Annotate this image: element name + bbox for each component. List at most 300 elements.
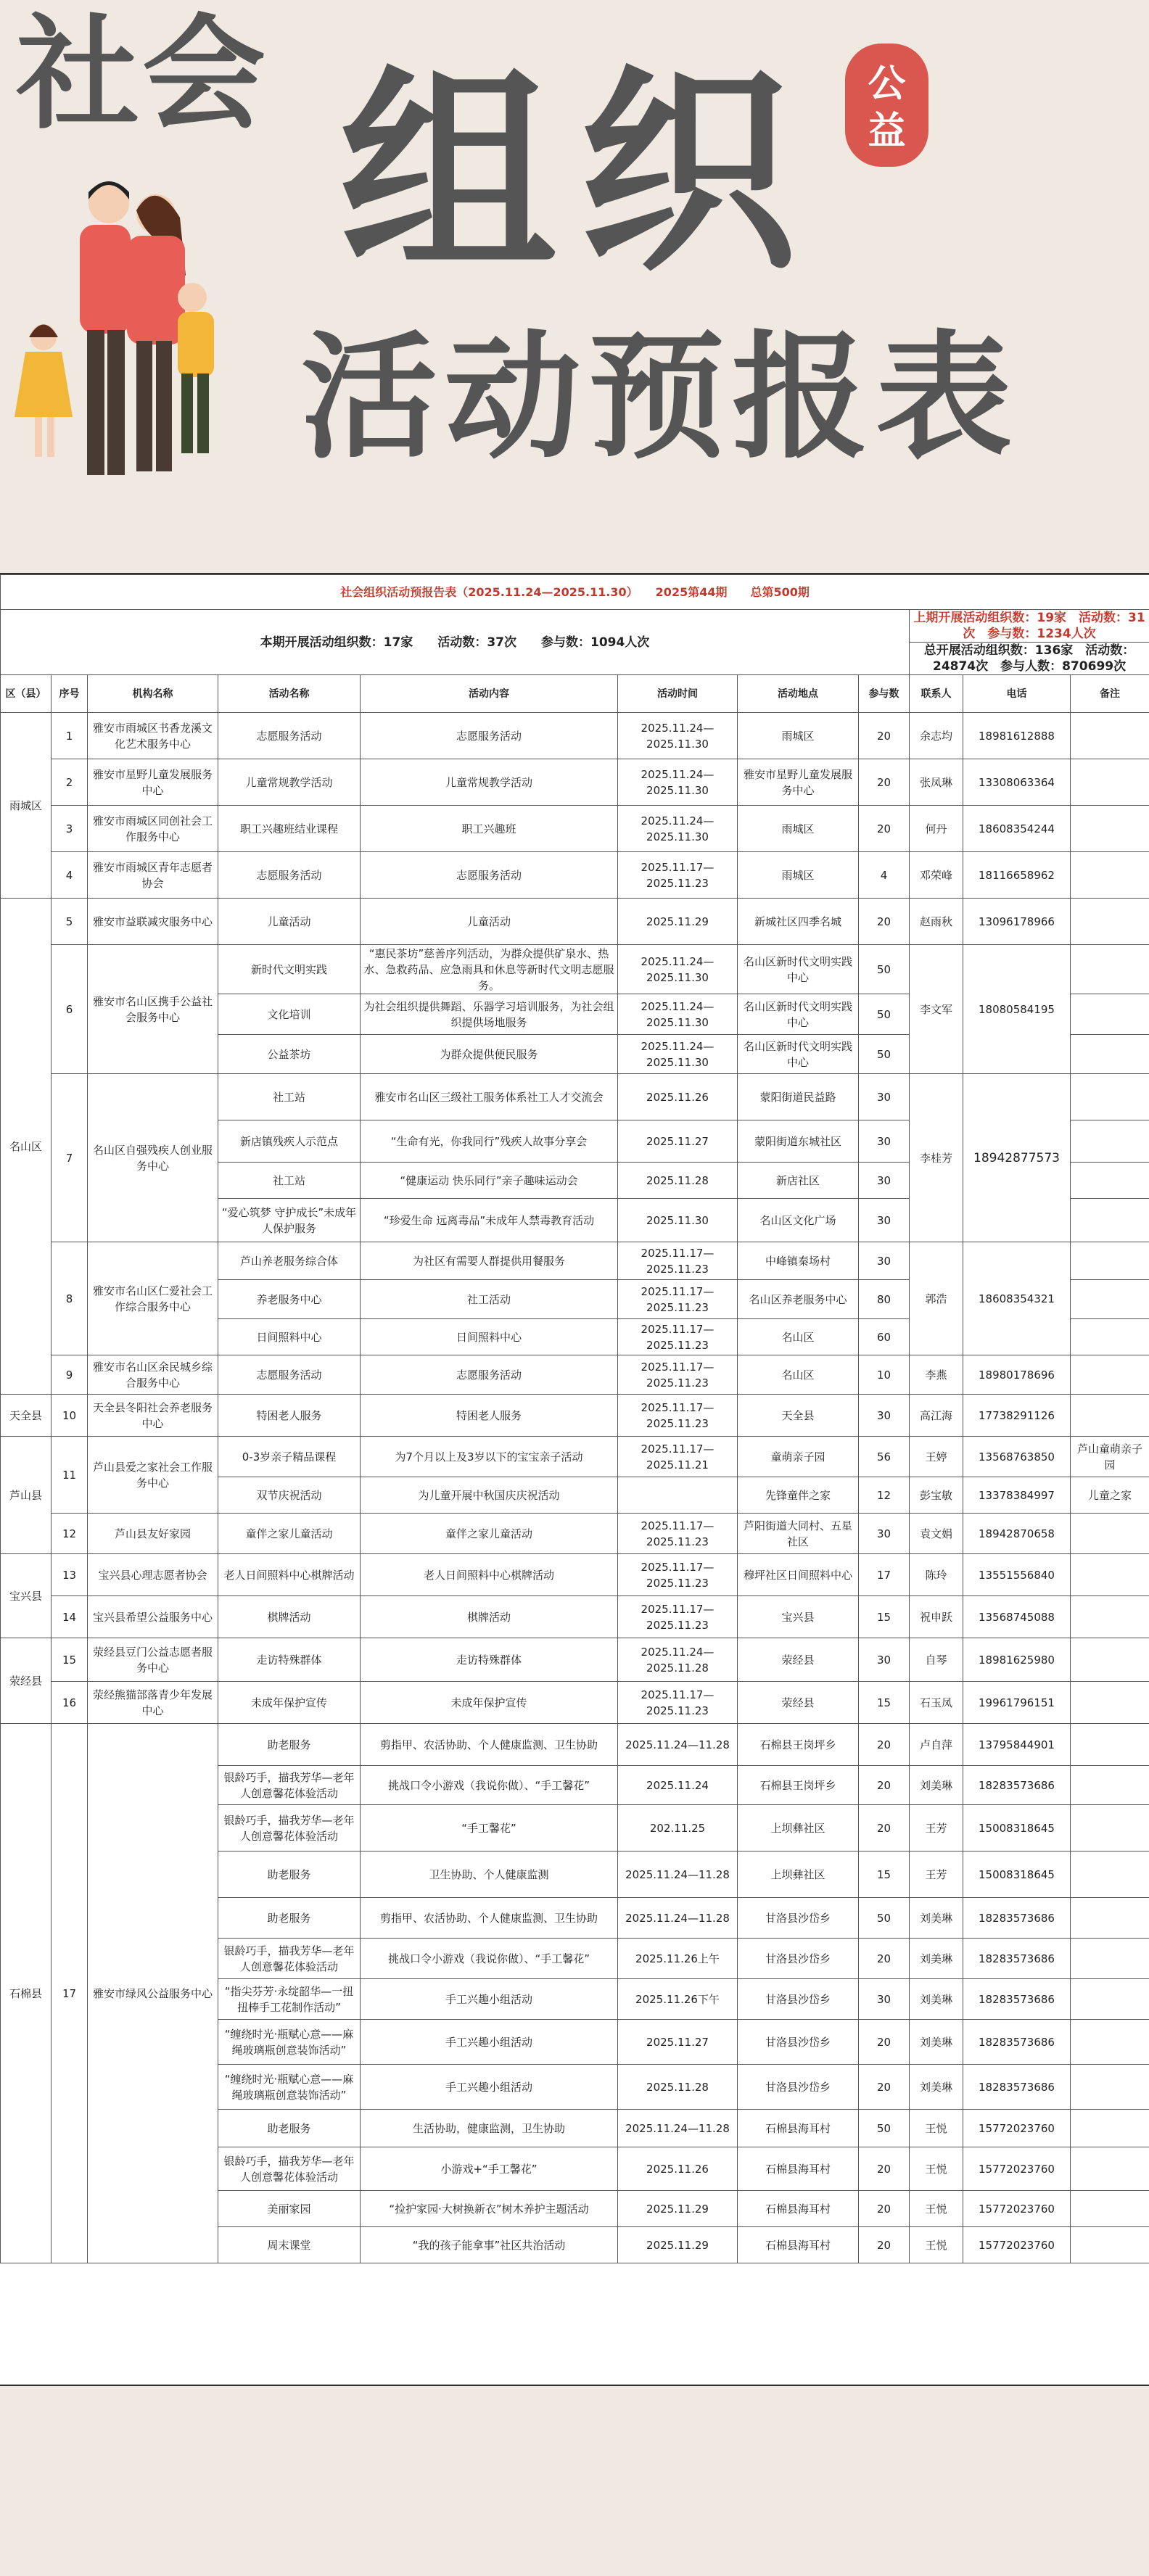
cell-remark bbox=[1071, 2147, 1149, 2191]
cell-place: 名山区 bbox=[738, 1355, 859, 1395]
cell-phone: 13378384997 bbox=[963, 1477, 1071, 1514]
table-row bbox=[1, 1514, 1149, 1554]
cell-org: 雅安市益联减灾服务中心 bbox=[88, 899, 218, 945]
cell-org: 芦山县友好家园 bbox=[88, 1514, 218, 1554]
cell-org: 雅安市绿风公益服务中心 bbox=[88, 1724, 218, 2263]
cell-content: “惠民茶坊”慈善序列活动，为群众提供矿泉水、热水、急救药品、应急雨具和休息等新时代文明志愿服务。 bbox=[361, 945, 618, 994]
cell-place: 蒙阳街道东城社区 bbox=[738, 1120, 859, 1163]
cell-content: 为群众提供便民服务 bbox=[361, 1035, 618, 1074]
cell-org: 宝兴县心理志愿者协会 bbox=[88, 1554, 218, 1596]
cell-count: 30 bbox=[859, 1395, 910, 1437]
cell-content: 挑战口令小游戏（我说你做）、“手工馨花” bbox=[361, 1939, 618, 1979]
cell-content: 志愿服务活动 bbox=[361, 1355, 618, 1395]
cell-remark bbox=[1071, 1724, 1149, 1766]
cell-content: 剪指甲、农活协助、个人健康监测、卫生协助 bbox=[361, 1898, 618, 1939]
cell-phone: 18608354321 bbox=[963, 1242, 1071, 1355]
cell-org: 天全县冬阳社会养老服务中心 bbox=[88, 1395, 218, 1437]
header-org: 机构名称 bbox=[88, 675, 218, 713]
cell-count: 56 bbox=[859, 1437, 910, 1477]
cell-count: 30 bbox=[859, 1074, 910, 1120]
cell-phone: 15772023760 bbox=[963, 2110, 1071, 2147]
cell-time: 2025.11.24—11.28 bbox=[618, 1724, 738, 1766]
cell-remark bbox=[1071, 806, 1149, 852]
cell-remark bbox=[1071, 1939, 1149, 1979]
cell-contact: 石玉凤 bbox=[910, 1682, 963, 1724]
cell-place: 荥经县 bbox=[738, 1682, 859, 1724]
cell-count: 30 bbox=[859, 1514, 910, 1554]
cell-contact: 余志均 bbox=[910, 713, 963, 759]
cell-content: 职工兴趣班 bbox=[361, 806, 618, 852]
cell-activity: 走访特殊群体 bbox=[218, 1638, 361, 1682]
cell-remark bbox=[1071, 2191, 1149, 2227]
header-phone: 电话 bbox=[963, 675, 1071, 713]
cell-time: 2025.11.17—2025.11.23 bbox=[618, 1514, 738, 1554]
cell-count: 15 bbox=[859, 1596, 910, 1638]
cell-contact: 王悦 bbox=[910, 2227, 963, 2263]
cell-phone: 17738291126 bbox=[963, 1395, 1071, 1437]
cell-phone: 18283573686 bbox=[963, 2020, 1071, 2065]
cell-seq: 15 bbox=[52, 1638, 88, 1682]
cell-activity: 银龄巧手，描我芳华—老年人创意馨花体验活动 bbox=[218, 1766, 361, 1805]
header-content: 活动内容 bbox=[361, 675, 618, 713]
cell-content: 童伴之家儿童活动 bbox=[361, 1514, 618, 1554]
cell-remark bbox=[1071, 1979, 1149, 2020]
cell-content: 为7个月以上及3岁以下的宝宝亲子活动 bbox=[361, 1437, 618, 1477]
cell-place: 宝兴县 bbox=[738, 1596, 859, 1638]
cell-org: 宝兴县希望公益服务中心 bbox=[88, 1596, 218, 1638]
cell-contact: 郭浩 bbox=[910, 1242, 963, 1355]
cell-time: 2025.11.17—2025.11.21 bbox=[618, 1437, 738, 1477]
cell-phone: 18942870658 bbox=[963, 1514, 1071, 1554]
cell-content: “生命有光，你我同行”残疾人故事分享会 bbox=[361, 1120, 618, 1163]
cell-phone: 13551556840 bbox=[963, 1554, 1071, 1596]
cell-district: 宝兴县 bbox=[1, 1554, 52, 1638]
cell-count: 30 bbox=[859, 1199, 910, 1242]
cell-count: 50 bbox=[859, 2110, 910, 2147]
cell-time: 2025.11.17—2025.11.23 bbox=[618, 1395, 738, 1437]
cell-time: 2025.11.17—2025.11.23 bbox=[618, 1596, 738, 1638]
cell-content: 志愿服务活动 bbox=[361, 852, 618, 899]
cell-contact: 彭宝敏 bbox=[910, 1477, 963, 1514]
cell-contact: 王悦 bbox=[910, 2110, 963, 2147]
cell-seq: 2 bbox=[52, 759, 88, 806]
last-stats: 上期开展活动组织数：19家 活动数：31次 参与数：1234人次 bbox=[910, 610, 1149, 643]
cell-activity: 特困老人服务 bbox=[218, 1395, 361, 1437]
cell-activity: 养老服务中心 bbox=[218, 1280, 361, 1319]
cell-seq: 11 bbox=[52, 1437, 88, 1514]
cell-remark bbox=[1071, 1163, 1149, 1199]
cell-contact: 邓荣峰 bbox=[910, 852, 963, 899]
cell-remark bbox=[1071, 2065, 1149, 2110]
cell-activity: 社工站 bbox=[218, 1163, 361, 1199]
cell-contact: 袁文娟 bbox=[910, 1514, 963, 1554]
cell-activity: 职工兴趣班结业课程 bbox=[218, 806, 361, 852]
table-row bbox=[1, 1554, 1149, 1596]
cell-contact: 刘美琳 bbox=[910, 1979, 963, 2020]
cell-place: 石棉县海耳村 bbox=[738, 2191, 859, 2227]
current-stats: 本期开展活动组织数：17家 活动数：37次 参与数：1094人次 bbox=[1, 610, 910, 675]
cell-activity: 公益茶坊 bbox=[218, 1035, 361, 1074]
cell-time: 2025.11.29 bbox=[618, 2227, 738, 2263]
cell-activity: 银龄巧手，描我芳华—老年人创意馨花体验活动 bbox=[218, 1939, 361, 1979]
cell-contact: 王婷 bbox=[910, 1437, 963, 1477]
cell-contact: 高江海 bbox=[910, 1395, 963, 1437]
cell-seq: 10 bbox=[52, 1395, 88, 1437]
cell-remark bbox=[1071, 1554, 1149, 1596]
cell-contact: 李燕 bbox=[910, 1355, 963, 1395]
cell-count: 12 bbox=[859, 1477, 910, 1514]
header-place: 活动地点 bbox=[738, 675, 859, 713]
table-row bbox=[1, 1437, 1149, 1477]
cell-place: 雨城区 bbox=[738, 713, 859, 759]
cell-contact: 王芳 bbox=[910, 1852, 963, 1898]
cell-time: 2025.11.30 bbox=[618, 1199, 738, 1242]
cell-remark bbox=[1071, 759, 1149, 806]
cell-contact: 陈玲 bbox=[910, 1554, 963, 1596]
cell-remark bbox=[1071, 1596, 1149, 1638]
cell-place: 新店社区 bbox=[738, 1163, 859, 1199]
cell-seq: 12 bbox=[52, 1514, 88, 1554]
cell-seq: 16 bbox=[52, 1682, 88, 1724]
cell-remark bbox=[1071, 1766, 1149, 1805]
cell-content: 儿童活动 bbox=[361, 899, 618, 945]
seal-char-2: 益 bbox=[868, 110, 906, 153]
cell-phone: 18080584195 bbox=[963, 945, 1071, 1074]
cell-place: 甘洛县沙岱乡 bbox=[738, 1939, 859, 1979]
cell-time: 2025.11.27 bbox=[618, 1120, 738, 1163]
cell-content: 生活协助，健康监测，卫生协助 bbox=[361, 2110, 618, 2147]
cell-content: 特困老人服务 bbox=[361, 1395, 618, 1437]
cell-count: 30 bbox=[859, 1120, 910, 1163]
cell-count: 30 bbox=[859, 1163, 910, 1199]
cell-remark bbox=[1071, 1035, 1149, 1074]
header-time: 活动时间 bbox=[618, 675, 738, 713]
cell-remark bbox=[1071, 1355, 1149, 1395]
cell-content: 日间照料中心 bbox=[361, 1319, 618, 1355]
cell-place: 甘洛县沙岱乡 bbox=[738, 2020, 859, 2065]
cell-place: 蒙阳街道民益路 bbox=[738, 1074, 859, 1120]
cell-district: 名山区 bbox=[1, 899, 52, 1395]
cell-count: 20 bbox=[859, 2191, 910, 2227]
cell-time: 2025.11.17—2025.11.23 bbox=[618, 852, 738, 899]
cell-time: 2025.11.24—11.28 bbox=[618, 1898, 738, 1939]
cell-contact: 刘美琳 bbox=[910, 1898, 963, 1939]
table-row bbox=[1, 1242, 1149, 1280]
cell-count: 50 bbox=[859, 1035, 910, 1074]
cell-count: 20 bbox=[859, 1724, 910, 1766]
cell-count: 10 bbox=[859, 1355, 910, 1395]
cell-count: 20 bbox=[859, 2147, 910, 2191]
cell-seq: 4 bbox=[52, 852, 88, 899]
cell-count: 20 bbox=[859, 2227, 910, 2263]
cell-activity: 儿童活动 bbox=[218, 899, 361, 945]
cell-phone: 15772023760 bbox=[963, 2147, 1071, 2191]
cell-activity: 未成年保护宣传 bbox=[218, 1682, 361, 1724]
cell-activity: 志愿服务活动 bbox=[218, 1355, 361, 1395]
cell-content: 手工兴趣小组活动 bbox=[361, 2065, 618, 2110]
cell-count: 50 bbox=[859, 945, 910, 994]
cell-time: 2025.11.24—2025.11.30 bbox=[618, 945, 738, 994]
poster-header bbox=[0, 0, 1149, 573]
cell-org: 雅安市名山区仁爱社会工作综合服务中心 bbox=[88, 1242, 218, 1355]
cell-contact: 李文军 bbox=[910, 945, 963, 1074]
cell-time: 2025.11.29 bbox=[618, 2191, 738, 2227]
table-row bbox=[1, 1682, 1149, 1724]
cell-place: 甘洛县沙岱乡 bbox=[738, 1979, 859, 2020]
total-stats: 总开展活动组织数：136家 活动数：24874次 参与人数：870699次 bbox=[910, 643, 1149, 675]
cell-content: 雅安市名山区三级社工服务体系社工人才交流会 bbox=[361, 1074, 618, 1120]
cell-seq: 3 bbox=[52, 806, 88, 852]
cell-time: 2025.11.26 bbox=[618, 2147, 738, 2191]
cell-place: 上坝彝社区 bbox=[738, 1805, 859, 1852]
table-row bbox=[1, 899, 1149, 945]
cell-district: 荥经县 bbox=[1, 1638, 52, 1724]
cell-content: 为社区有需要人群提供用餐服务 bbox=[361, 1242, 618, 1280]
family-illustration bbox=[7, 174, 239, 493]
cell-remark bbox=[1071, 852, 1149, 899]
cell-seq: 1 bbox=[52, 713, 88, 759]
cell-activity: “指尖芬芳·永绽韶华—一扭扭棒手工花制作活动” bbox=[218, 1979, 361, 2020]
cell-remark bbox=[1071, 1280, 1149, 1319]
cell-time: 2025.11.27 bbox=[618, 2020, 738, 2065]
cell-remark bbox=[1071, 1852, 1149, 1898]
cell-contact: 刘美琳 bbox=[910, 2020, 963, 2065]
cell-remark bbox=[1071, 2110, 1149, 2147]
cell-org: 雅安市星野儿童发展服务中心 bbox=[88, 759, 218, 806]
cell-remark bbox=[1071, 1638, 1149, 1682]
cell-phone: 13308063364 bbox=[963, 759, 1071, 806]
cell-content: 老人日间照料中心棋牌活动 bbox=[361, 1554, 618, 1596]
cell-phone: 18283573686 bbox=[963, 1766, 1071, 1805]
cell-org: 芦山县爱之家社会工作服务中心 bbox=[88, 1437, 218, 1514]
cell-seq: 13 bbox=[52, 1554, 88, 1596]
cell-contact: 王芳 bbox=[910, 1805, 963, 1852]
cell-place: 上坝彝社区 bbox=[738, 1852, 859, 1898]
cell-place: 名山区新时代文明实践中心 bbox=[738, 945, 859, 994]
cell-count: 20 bbox=[859, 1939, 910, 1979]
cell-count: 20 bbox=[859, 713, 910, 759]
cell-count: 30 bbox=[859, 1979, 910, 2020]
cell-seq: 6 bbox=[52, 945, 88, 1074]
cell-org: 雅安市名山区携手公益社会服务中心 bbox=[88, 945, 218, 1074]
cell-activity: 周末课堂 bbox=[218, 2227, 361, 2263]
cell-org: 荥经熊猫部落青少年发展中心 bbox=[88, 1682, 218, 1724]
cell-place: 芦阳街道大同村、五星社区 bbox=[738, 1514, 859, 1554]
cell-place: 童萌亲子园 bbox=[738, 1437, 859, 1477]
cell-time: 2025.11.24—11.28 bbox=[618, 1852, 738, 1898]
cell-org: 雅安市雨城区同创社会工作服务中心 bbox=[88, 806, 218, 852]
cell-phone: 19961796151 bbox=[963, 1682, 1071, 1724]
cell-phone: 18283573686 bbox=[963, 2065, 1071, 2110]
cell-place: 天全县 bbox=[738, 1395, 859, 1437]
cell-content: 为社会组织提供舞蹈、乐器学习培训服务，为社会组织提供场地服务 bbox=[361, 994, 618, 1035]
cell-time: 2025.11.24—11.28 bbox=[618, 2110, 738, 2147]
cell-time: 2025.11.17—2025.11.23 bbox=[618, 1682, 738, 1724]
cell-seq: 5 bbox=[52, 899, 88, 945]
cell-remark bbox=[1071, 2227, 1149, 2263]
cell-place: 荥经县 bbox=[738, 1638, 859, 1682]
cell-time bbox=[618, 1477, 738, 1514]
cell-place: 名山区养老服务中心 bbox=[738, 1280, 859, 1319]
cell-contact: 王悦 bbox=[910, 2191, 963, 2227]
cell-org: 荥经县豆门公益志愿者服务中心 bbox=[88, 1638, 218, 1682]
cell-place: 名山区新时代文明实践中心 bbox=[738, 1035, 859, 1074]
cell-org: 雅安市名山区余民城乡综合服务中心 bbox=[88, 1355, 218, 1395]
cell-time: 202.11.25 bbox=[618, 1805, 738, 1852]
cell-count: 17 bbox=[859, 1554, 910, 1596]
cell-place: 甘洛县沙岱乡 bbox=[738, 1898, 859, 1939]
poster-title-sub: 活动预报表 bbox=[301, 318, 1019, 477]
cell-place: 雨城区 bbox=[738, 806, 859, 852]
table-row bbox=[1, 713, 1149, 759]
cell-remark bbox=[1071, 2020, 1149, 2065]
cell-remark bbox=[1071, 1199, 1149, 1242]
cell-place: 先锋童伴之家 bbox=[738, 1477, 859, 1514]
cell-phone: 18942877573 bbox=[963, 1074, 1071, 1242]
cell-phone: 18981625980 bbox=[963, 1638, 1071, 1682]
cell-phone: 13096178966 bbox=[963, 899, 1071, 945]
cell-time: 2025.11.17—2025.11.23 bbox=[618, 1355, 738, 1395]
cell-contact: 王悦 bbox=[910, 2147, 963, 2191]
header-activity: 活动名称 bbox=[218, 675, 361, 713]
cell-count: 20 bbox=[859, 806, 910, 852]
seal-char-1: 公 bbox=[868, 62, 906, 106]
cell-content: 手工兴趣小组活动 bbox=[361, 2020, 618, 2065]
header-count: 参与数 bbox=[859, 675, 910, 713]
cell-time: 2025.11.29 bbox=[618, 899, 738, 945]
cell-count: 50 bbox=[859, 1898, 910, 1939]
cell-content: “健康运动 快乐同行”亲子趣味运动会 bbox=[361, 1163, 618, 1199]
cell-count: 20 bbox=[859, 2065, 910, 2110]
cell-count: 20 bbox=[859, 2020, 910, 2065]
header-no: 序号 bbox=[52, 675, 88, 713]
cell-activity: 助老服务 bbox=[218, 2110, 361, 2147]
cell-phone: 18981612888 bbox=[963, 713, 1071, 759]
cell-content: 挑战口令小游戏（我说你做）、“手工馨花” bbox=[361, 1766, 618, 1805]
cell-content: 剪指甲、农活协助、个人健康监测、卫生协助 bbox=[361, 1724, 618, 1766]
cell-place: 石棉县王岗坪乡 bbox=[738, 1724, 859, 1766]
cell-place: 石棉县王岗坪乡 bbox=[738, 1766, 859, 1805]
cell-count: 80 bbox=[859, 1280, 910, 1319]
cell-place: 石棉县海耳村 bbox=[738, 2227, 859, 2263]
header-district: 区（县） bbox=[1, 675, 52, 713]
cell-activity: 日间照料中心 bbox=[218, 1319, 361, 1355]
cell-org: 雅安市雨城区书香龙溪文化艺术服务中心 bbox=[88, 713, 218, 759]
cell-time: 2025.11.17—2025.11.23 bbox=[618, 1319, 738, 1355]
cell-time: 2025.11.17—2025.11.23 bbox=[618, 1554, 738, 1596]
cell-contact: 祝申跃 bbox=[910, 1596, 963, 1638]
cell-activity: 助老服务 bbox=[218, 1724, 361, 1766]
cell-seq: 8 bbox=[52, 1242, 88, 1355]
cell-remark: 儿童之家 bbox=[1071, 1477, 1149, 1514]
cell-activity: 助老服务 bbox=[218, 1898, 361, 1939]
cell-remark bbox=[1071, 1805, 1149, 1852]
cell-count: 20 bbox=[859, 1805, 910, 1852]
cell-phone: 15772023760 bbox=[963, 2191, 1071, 2227]
cell-phone: 18283573686 bbox=[963, 1979, 1071, 2020]
cell-count: 20 bbox=[859, 759, 910, 806]
cell-count: 50 bbox=[859, 994, 910, 1035]
table-row bbox=[1, 1638, 1149, 1682]
cell-phone: 18116658962 bbox=[963, 852, 1071, 899]
cell-phone: 18980178696 bbox=[963, 1355, 1071, 1395]
cell-place: 中峰镇秦场村 bbox=[738, 1242, 859, 1280]
cell-content: 小游戏+“手工馨花” bbox=[361, 2147, 618, 2191]
cell-activity: “缠绕时光·瓶赋心意——麻绳玻璃瓶创意装饰活动” bbox=[218, 2020, 361, 2065]
cell-activity: “爱心筑梦 守护成长”未成年人保护服务 bbox=[218, 1199, 361, 1242]
cell-remark bbox=[1071, 1074, 1149, 1120]
cell-time: 2025.11.24—2025.11.30 bbox=[618, 759, 738, 806]
table-row bbox=[1, 1355, 1149, 1395]
cell-phone: 18283573686 bbox=[963, 1939, 1071, 1979]
cell-time: 2025.11.17—2025.11.23 bbox=[618, 1280, 738, 1319]
cell-count: 20 bbox=[859, 1766, 910, 1805]
cell-activity: 美丽家园 bbox=[218, 2191, 361, 2227]
cell-activity: “缠绕时光·瓶赋心意——麻绳玻璃瓶创意装饰活动” bbox=[218, 2065, 361, 2110]
cell-content: “我的孩子能拿事”社区共治活动 bbox=[361, 2227, 618, 2263]
activity-table bbox=[0, 574, 1149, 2263]
cell-activity: 志愿服务活动 bbox=[218, 852, 361, 899]
cell-activity: 社工站 bbox=[218, 1074, 361, 1120]
cell-contact: 刘美琳 bbox=[910, 2065, 963, 2110]
cell-count: 20 bbox=[859, 899, 910, 945]
cell-phone: 18283573686 bbox=[963, 1898, 1071, 1939]
cell-activity: 银龄巧手，描我芳华—老年人创意馨花体验活动 bbox=[218, 2147, 361, 2191]
cell-contact: 卢自萍 bbox=[910, 1724, 963, 1766]
cell-activity: 儿童常规教学活动 bbox=[218, 759, 361, 806]
cell-remark bbox=[1071, 1395, 1149, 1437]
cell-content: “珍爱生命 远离毒品”未成年人禁毒教育活动 bbox=[361, 1199, 618, 1242]
cell-contact: 李桂芳 bbox=[910, 1074, 963, 1242]
cell-time: 2025.11.26上午 bbox=[618, 1939, 738, 1979]
cell-activity: 新店镇残疾人示范点 bbox=[218, 1120, 361, 1163]
cell-place: 穆坪社区日间照料中心 bbox=[738, 1554, 859, 1596]
cell-phone: 13568745088 bbox=[963, 1596, 1071, 1638]
cell-contact: 刘美琳 bbox=[910, 1939, 963, 1979]
cell-content: 志愿服务活动 bbox=[361, 713, 618, 759]
cell-place: 名山区文化广场 bbox=[738, 1199, 859, 1242]
cell-content: 儿童常规教学活动 bbox=[361, 759, 618, 806]
cell-district: 芦山县 bbox=[1, 1437, 52, 1554]
table-row bbox=[1, 945, 1149, 994]
cell-time: 2025.11.17—2025.11.23 bbox=[618, 1242, 738, 1280]
table-row bbox=[1, 1596, 1149, 1638]
cell-count: 60 bbox=[859, 1319, 910, 1355]
cell-seq: 17 bbox=[52, 1724, 88, 2263]
cell-time: 2025.11.24—2025.11.30 bbox=[618, 1035, 738, 1074]
cell-content: 棋牌活动 bbox=[361, 1596, 618, 1638]
cell-activity: 双节庆祝活动 bbox=[218, 1477, 361, 1514]
cell-org: 雅安市雨城区青年志愿者协会 bbox=[88, 852, 218, 899]
header-remark: 备注 bbox=[1071, 675, 1149, 713]
cell-remark: 芦山童萌亲子园 bbox=[1071, 1437, 1149, 1477]
cell-place: 石棉县海耳村 bbox=[738, 2147, 859, 2191]
cell-remark bbox=[1071, 713, 1149, 759]
report-sheet bbox=[0, 573, 1149, 2386]
table-row bbox=[1, 1395, 1149, 1437]
cell-remark bbox=[1071, 1682, 1149, 1724]
cell-seq: 9 bbox=[52, 1355, 88, 1395]
cell-activity: 银龄巧手，描我芳华—老年人创意馨花体验活动 bbox=[218, 1805, 361, 1852]
cell-place: 石棉县海耳村 bbox=[738, 2110, 859, 2147]
table-row bbox=[1, 759, 1149, 806]
cell-activity: 新时代文明实践 bbox=[218, 945, 361, 994]
report-title: 社会组织活动预报告表（2025.11.24—2025.11.30） 2025第44期 总第500期 bbox=[1, 575, 1149, 610]
table-row bbox=[1, 1724, 1149, 1766]
table-row bbox=[1, 806, 1149, 852]
cell-time: 2025.11.26 bbox=[618, 1074, 738, 1120]
cell-remark bbox=[1071, 1898, 1149, 1939]
